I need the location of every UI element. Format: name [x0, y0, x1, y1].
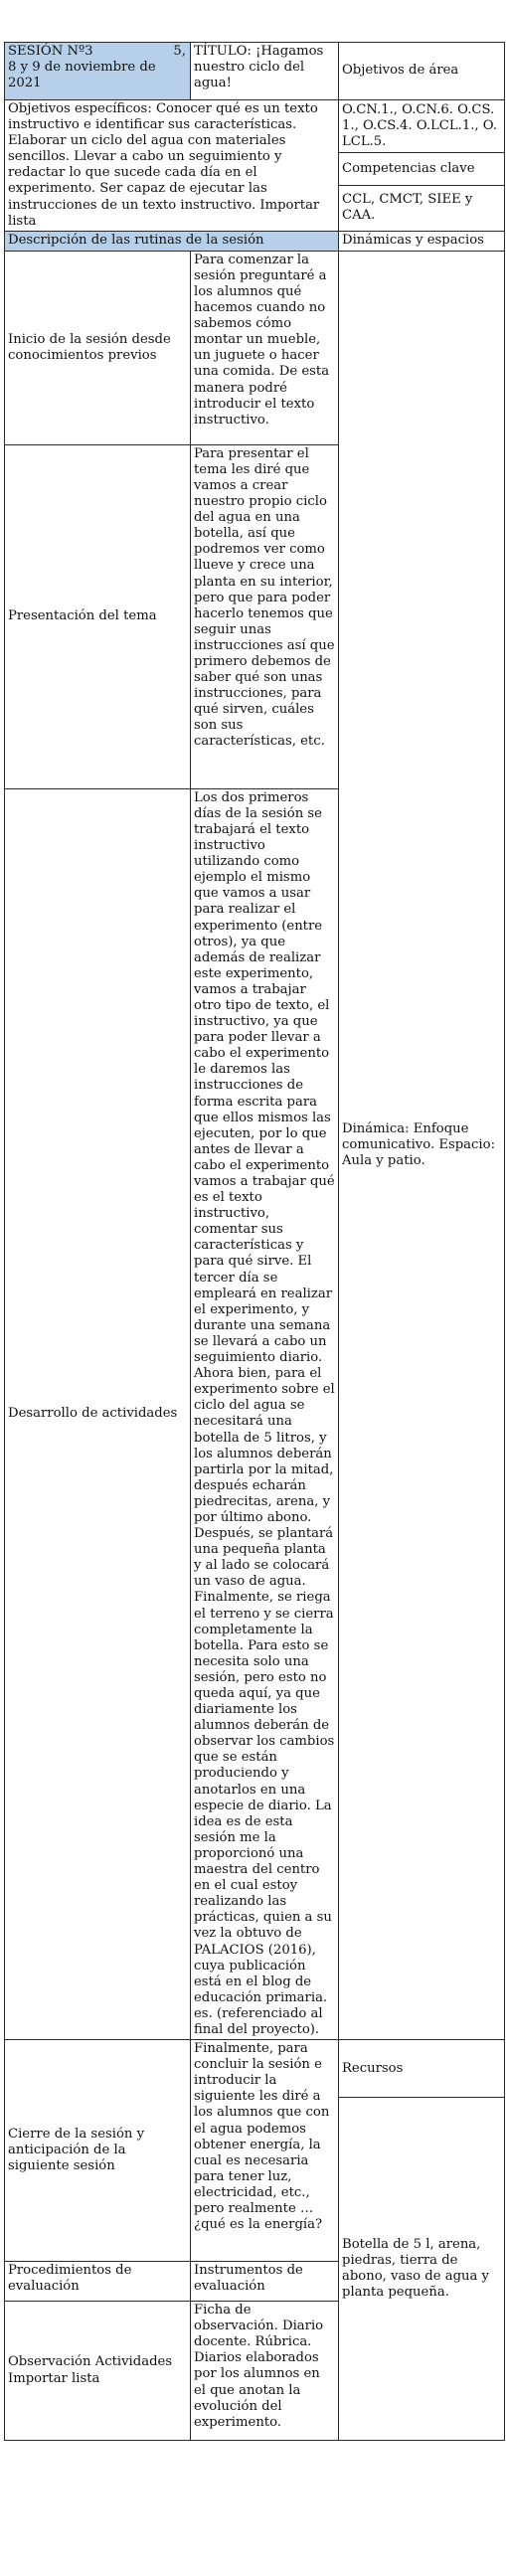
desarrollo-label: Desarrollo de actividades	[5, 788, 191, 2039]
cierre-label: Cierre de la sesión y anticipación de la siguiente sesión	[5, 2040, 191, 2262]
instrumentos-label: Instrumentos de evaluación	[191, 2262, 339, 2302]
competencies-value: CCL, CMCT, SIEE y CAA.	[339, 186, 505, 232]
specific-objectives: Objetivos específicos: Conocer qué es un texto instructivo e identificar sus características. Elaborar un ciclo del agua con materiales sencillos. Llevar a cabo un seguimiento y redactar lo que sucede cada día en el experimento. Ser capaz de ejecutar las instrucciones de un texto instructivo. Importar lista	[5, 100, 339, 232]
routines-header: Descripción de las rutinas de la sesión	[5, 231, 339, 251]
inicio-label: Inicio de la sesión desde conocimientos previos	[5, 251, 191, 444]
dynamics-text: Dinámica: Enfoque comunicativo. Espacio: Aula y patio.	[342, 1120, 496, 1168]
cierre-text: Finalmente, para concluir la sesión e introducir la siguiente les diré a los alumnos que con el agua podemos obtener energía, la cual es necesaria para tener luz, electricidad, etc., pero realmente … ¿qué es la energía?	[191, 2040, 339, 2262]
session-day: 5,	[173, 44, 186, 59]
presentacion-label: Presentación del tema	[5, 444, 191, 788]
procedimientos-label: Procedimientos de evaluación	[5, 2262, 191, 2302]
dynamics-cell	[339, 251, 505, 2039]
resources-value: Botella de 5 l, arena, piedras, tierra de abono, vaso de agua y planta pequeña.	[339, 2098, 505, 2441]
competencies-label: Competencias clave	[339, 153, 505, 186]
area-objectives-codes: O.CN.1., O.CN.6. O.CS. 1., O.CS.4. O.LCL.1., O. LCL.5.	[339, 100, 505, 153]
session-dates: 8 y 9 de noviembre de 2021	[8, 60, 156, 91]
inicio-text: Para comenzar la sesión preguntaré a los alumnos qué hacemos cuando no sabemos cómo montar un mueble, un juguete o hacer una comida. De esta manera podré introducir el texto instructivo.	[191, 251, 339, 444]
resources-label: Recursos	[339, 2040, 505, 2098]
dynamics-header: Dinámicas y espacios	[339, 231, 505, 251]
session-cell	[5, 43, 191, 100]
session-label: SESIÓN Nº3	[8, 44, 93, 59]
observacion-text: Ficha de observación. Diario docente. Rúbrica. Diarios elaborados por los alumnos en el que anotan la evolución del experimento.	[191, 2302, 339, 2441]
presentacion-text: Para presentar el tema les diré que vamos a crear nuestro propio ciclo del agua en una botella, así que podremos ver como llueve y crece una planta en su interior, pero que para poder hacerlo tenemos que seguir unas instrucciones así que primero debemos de saber qué son unas instrucciones, para qué sirven, cuáles son sus características, etc.	[191, 444, 339, 788]
session-plan-table	[4, 42, 505, 2441]
session-plan-page	[4, 42, 504, 2441]
session-title: TÍTULO: ¡Hagamos nuestro ciclo del agua!	[191, 43, 339, 100]
desarrollo-text: Los dos primeros días de la sesión se trabajará el texto instructivo utilizando como ejemplo el mismo que vamos a usar para realizar el experimento (entre otros), ya que además de realizar este experimento, vamos a trabajar otro tipo de texto, el instructivo, ya que para poder llevar a cabo el experimento le daremos las instrucciones de forma escrita para que ellos mismos las ejecuten, por lo que antes de llevar a cabo el experimento vamos a trabajar qué es el texto instructivo, comentar sus características y para qué sirve. El tercer día se empleará en realizar el experimento, y durante una semana se llevará a cabo un seguimiento diario. Ahora bien, para el experimento sobre el ciclo del agua se necesitará una botella de 5 litros, y los alumnos deberán partirla por la mitad, después echarán piedrecitas, arena, y por último abono. Después, se plantará una pequeña planta y al lado se colocará un vaso de agua. Finalmente, se riega el terreno y se cierra completamente la botella. Para esto se necesita solo una sesión, pero esto no queda aquí, ya que diariamente los alumnos deberán de observar los cambios que se están produciendo y anotarlos en una especie de diario. La idea es de esta sesión me la proporcionó una maestra del centro en el cual estoy realizando las prácticas, quien a su vez la obtuvo de PALACIOS (2016), cuya publicación está en el blog de educación primaria. es. (referenciado al final del proyecto).	[191, 788, 339, 2039]
observacion-label: Observación Actividades Importar lista	[5, 2302, 191, 2441]
objectives-area-label: Objetivos de área	[339, 43, 505, 100]
